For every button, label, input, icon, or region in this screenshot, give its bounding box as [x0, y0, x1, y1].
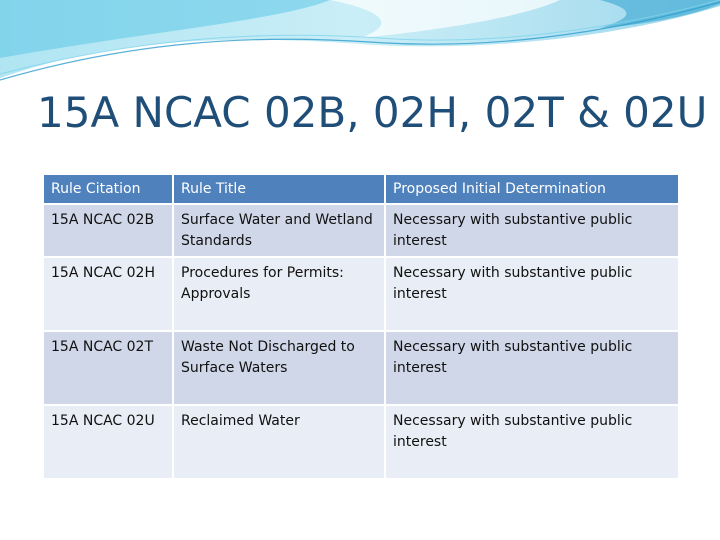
table-header-row	[43, 174, 679, 204]
cell-rule-title: Procedures for Permits: Approvals	[173, 257, 385, 331]
cell-proposed-determination: Necessary with substantive public interest	[385, 204, 679, 257]
cell-rule-title: Waste Not Discharged to Surface Waters	[173, 331, 385, 405]
table-row	[43, 405, 679, 479]
table-row	[43, 257, 679, 331]
cell-proposed-determination: Necessary with substantive public interest	[385, 331, 679, 405]
cell-rule-citation: 15A NCAC 02U	[43, 405, 173, 479]
cell-rule-title: Surface Water and Wetland Standards	[173, 204, 385, 257]
cell-rule-title: Reclaimed Water	[173, 405, 385, 479]
cell-rule-citation: 15A NCAC 02H	[43, 257, 173, 331]
slide-title: 15A NCAC 02B, 02H, 02T & 02U	[37, 88, 708, 137]
rules-table	[42, 173, 680, 480]
cell-rule-citation: 15A NCAC 02B	[43, 204, 173, 257]
cell-rule-citation: 15A NCAC 02T	[43, 331, 173, 405]
decorative-wave-banner	[0, 0, 720, 90]
cell-proposed-determination: Necessary with substantive public interest	[385, 257, 679, 331]
header-rule-title: Rule Title	[173, 174, 385, 204]
table-row	[43, 331, 679, 405]
cell-proposed-determination: Necessary with substantive public interest	[385, 405, 679, 479]
header-proposed-determination: Proposed Initial Determination	[385, 174, 679, 204]
table-row	[43, 204, 679, 257]
header-rule-citation: Rule Citation	[43, 174, 173, 204]
